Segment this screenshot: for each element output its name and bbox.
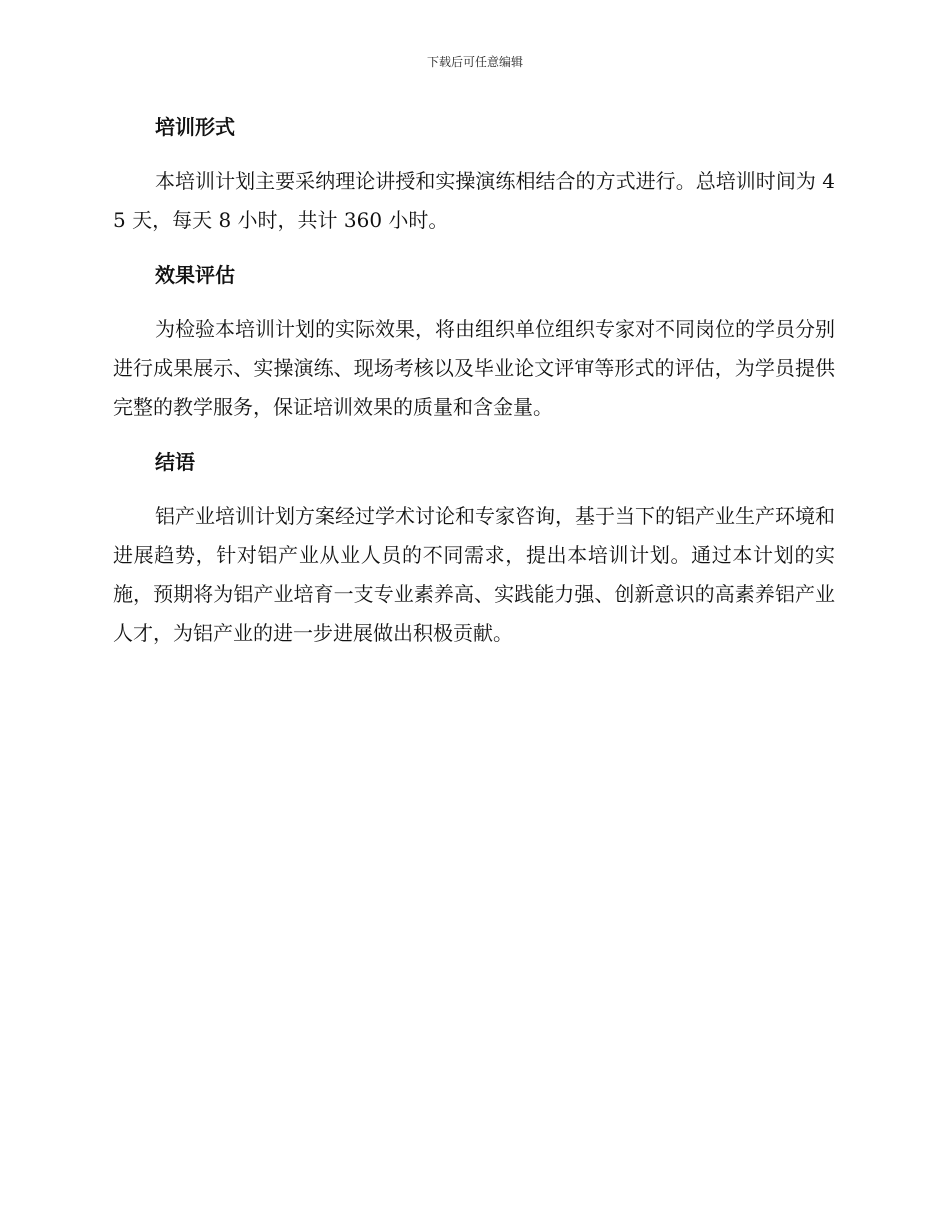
section-paragraph-conclusion: 铝产业培训计划方案经过学术讨论和专家咨询，基于当下的铝产业生产环境和进展趋势，针对铝产业从业人员的不同需求，提出本培训计划。通过本计划的实施，预期将为铝产业培育一支专业素养高、实践能力强、创新意识的高素养铝产业人才，为铝产业的进一步进展做出积极贡献。	[113, 504, 835, 645]
section-heading-effect-evaluation: 效果评估	[155, 263, 235, 287]
section-paragraph-training-format: 本培训计划主要采纳理论讲授和实操演练相结合的方式进行。总培训时间为 45 天，每天 8 小时，共计 360 小时。	[113, 169, 835, 232]
document-body	[113, 110, 835, 653]
page-header-note: 下载后可任意编辑	[426, 55, 523, 69]
section-heading-conclusion: 结语	[155, 450, 195, 474]
section-heading-training-format: 培训形式	[155, 115, 235, 139]
section-paragraph-effect-evaluation: 为检验本培训计划的实际效果，将由组织单位组织专家对不同岗位的学员分别进行成果展示、实操演练、现场考核以及毕业论文评审等形式的评估，为学员提供完整的教学服务，保证培训效果的质量和含金量。	[113, 317, 835, 419]
